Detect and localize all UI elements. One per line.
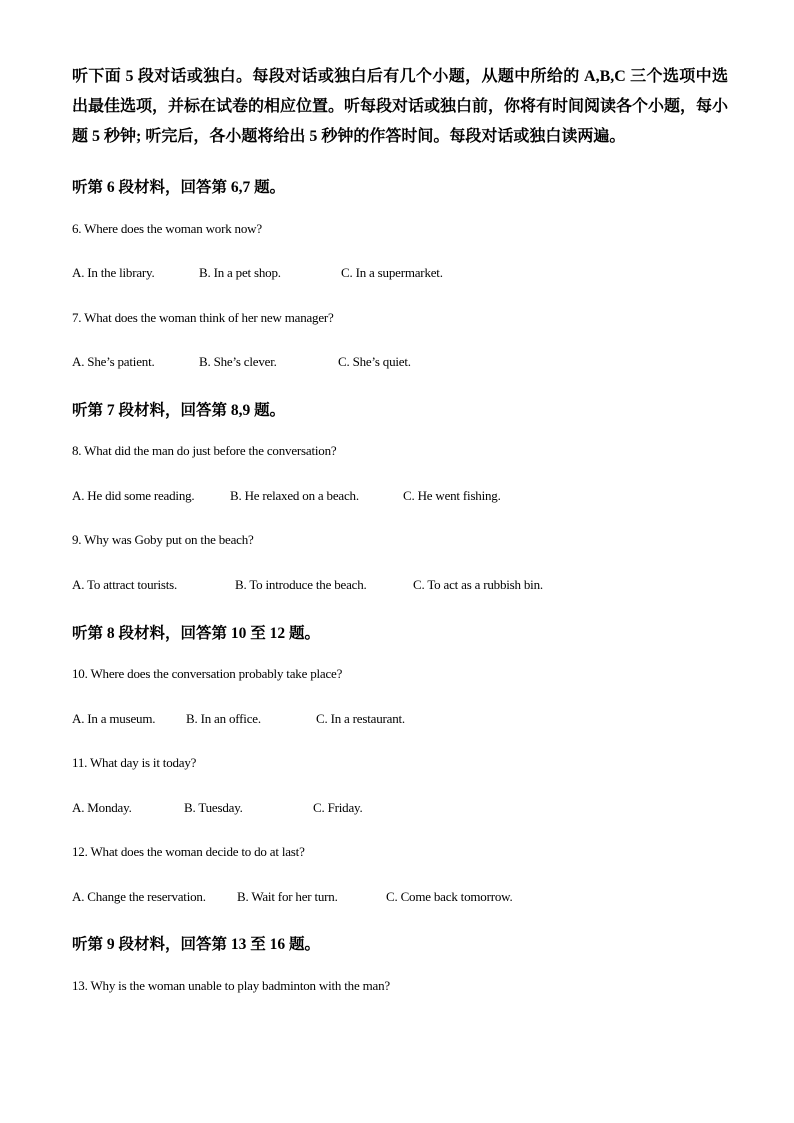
option-a: A. In a museum. [72, 711, 156, 726]
question-12: 12. What does the woman decide to do at last? [72, 844, 305, 859]
option-a: A. Change the reservation. [72, 889, 206, 904]
instructions: 听下面 5 段对话或独白。每段对话或独白后有几个小题，从题中所给的 A,B,C 三个选项中选出最佳选项，并标在试卷的相应位置。听每段对话或独白前，你将有时间阅读各个小题，每小题 5 秒钟; 听完后，各小题将给出 5 秒钟的作答时间。每段对话或独白读两遍。 [72, 68, 729, 145]
option-a: A. In the library. [72, 265, 155, 280]
option-b: B. Wait for her turn. [237, 889, 338, 904]
exam-page [72, 62, 729, 993]
option-b: B. To introduce the beach. [235, 577, 367, 592]
option-a: A. She’s patient. [72, 354, 155, 369]
section-heading: 听第 7 段材料，回答第 8,9 题。 [72, 402, 286, 419]
option-a: A. Monday. [72, 800, 132, 815]
option-c: C. In a supermarket. [341, 265, 443, 280]
section-heading: 听第 8 段材料，回答第 10 至 12 题。 [72, 625, 321, 642]
option-c: C. He went fishing. [403, 488, 501, 503]
question-10: 10. Where does the conversation probably take place? [72, 666, 343, 681]
option-b: B. In a pet shop. [199, 265, 281, 280]
option-b: B. He relaxed on a beach. [230, 488, 359, 503]
option-b: B. Tuesday. [184, 800, 243, 815]
question-7: 7. What does the woman think of her new manager? [72, 310, 334, 325]
option-b: B. In an office. [186, 711, 261, 726]
option-c: C. She’s quiet. [338, 354, 411, 369]
section-heading: 听第 6 段材料，回答第 6,7 题。 [72, 179, 286, 196]
option-c: C. To act as a rubbish bin. [413, 577, 543, 592]
option-a: A. To attract tourists. [72, 577, 178, 592]
section-heading: 听第 9 段材料，回答第 13 至 16 题。 [72, 936, 321, 953]
question-13: 13. Why is the woman unable to play badminton with the man? [72, 978, 390, 993]
question-9: 9. Why was Goby put on the beach? [72, 532, 254, 547]
option-c: C. In a restaurant. [316, 711, 405, 726]
option-a: A. He did some reading. [72, 488, 195, 503]
question-11: 11. What day is it today? [72, 755, 197, 770]
option-c: C. Friday. [313, 800, 363, 815]
option-b: B. She’s clever. [199, 354, 277, 369]
question-6: 6. Where does the woman work now? [72, 221, 262, 236]
question-8: 8. What did the man do just before the conversation? [72, 443, 337, 458]
option-c: C. Come back tomorrow. [386, 889, 513, 904]
